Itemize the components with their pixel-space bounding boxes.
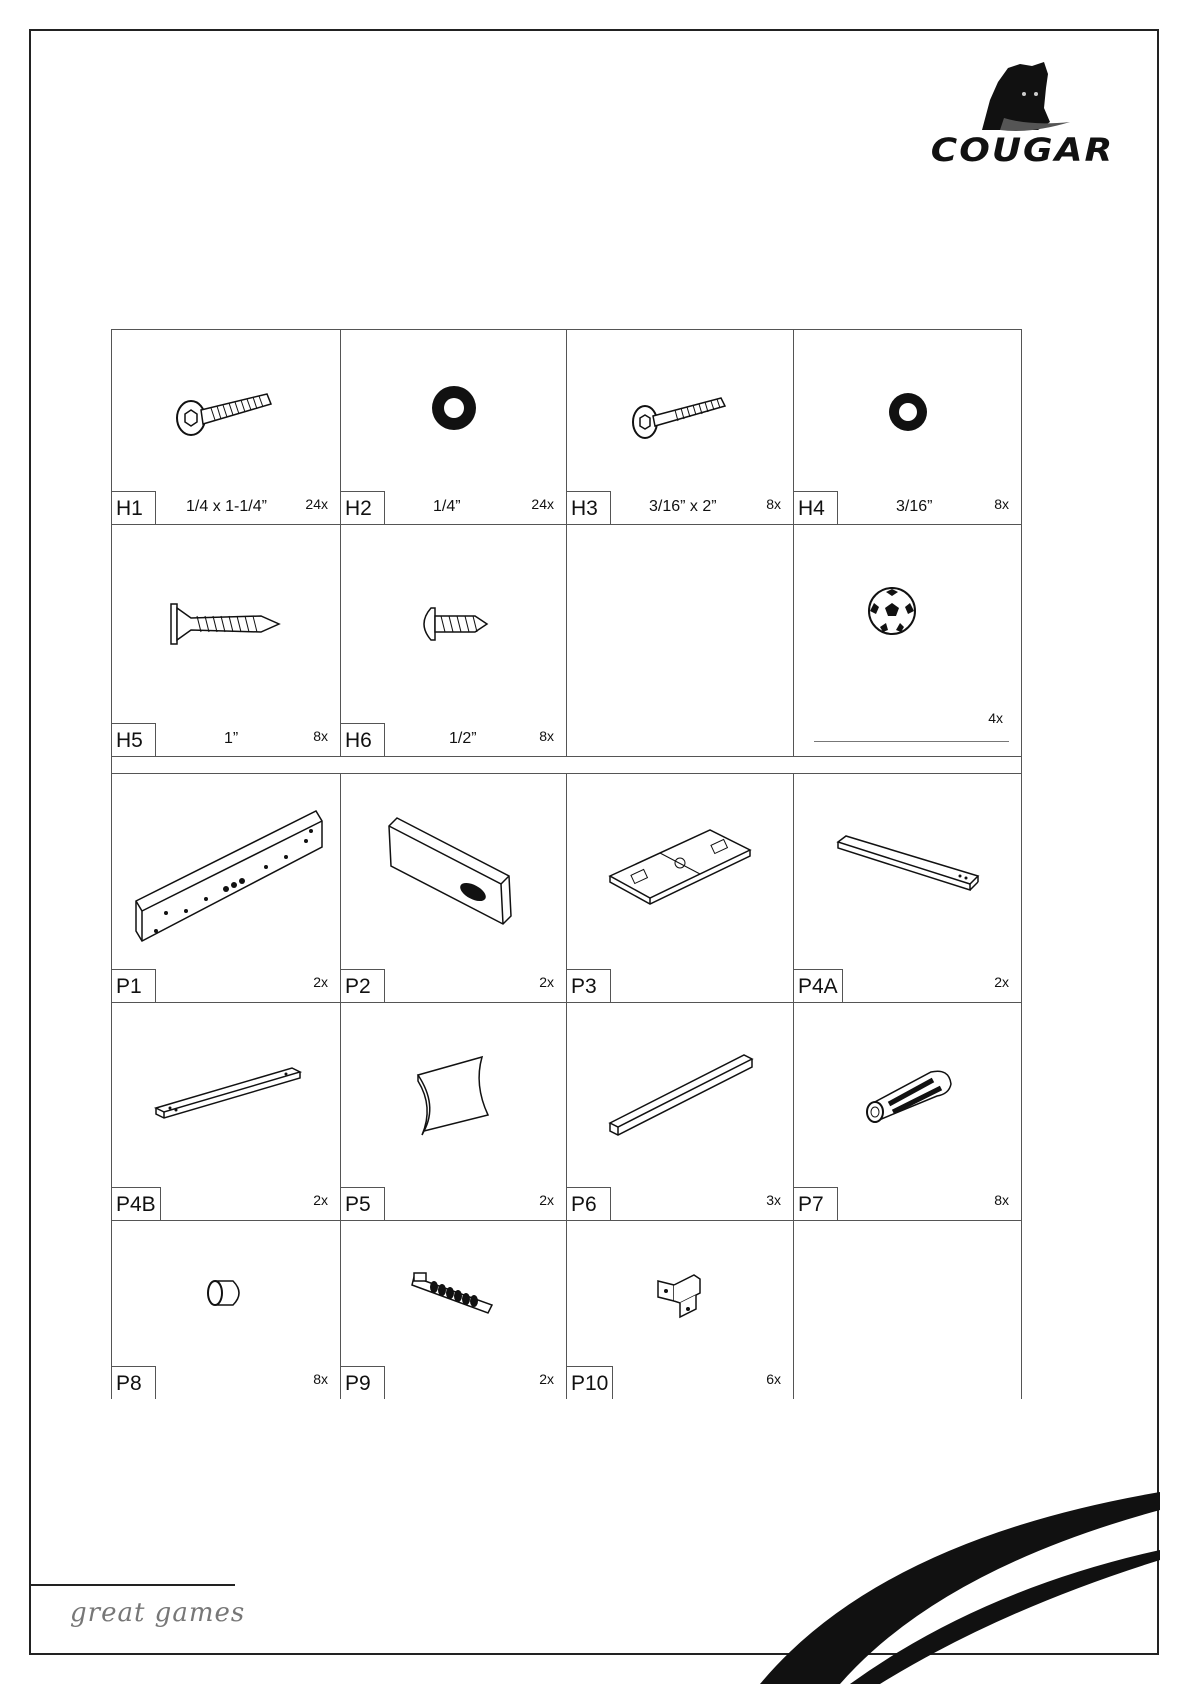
part-qty: 3x bbox=[766, 1192, 781, 1208]
part-code: H5 bbox=[112, 723, 156, 756]
bolt-icon bbox=[171, 380, 281, 440]
part-code: P5 bbox=[341, 1187, 385, 1220]
handle-icon bbox=[853, 1060, 963, 1130]
part-code: P4A bbox=[794, 969, 843, 1002]
curved-panel-icon bbox=[404, 1045, 504, 1145]
part-qty: 6x bbox=[766, 1370, 781, 1387]
part-code: P6 bbox=[567, 1187, 611, 1220]
empty-cell bbox=[794, 1221, 1022, 1399]
part-code: H3 bbox=[567, 491, 611, 524]
footer-divider bbox=[29, 1584, 235, 1586]
swoosh-decoration bbox=[740, 1480, 1191, 1684]
end-panel-icon bbox=[379, 806, 529, 936]
part-qty: 2x bbox=[994, 974, 1009, 990]
divider bbox=[814, 741, 1009, 742]
part-qty: 8x bbox=[994, 1192, 1009, 1208]
board-icon bbox=[146, 1050, 306, 1140]
soccer-ball-icon bbox=[866, 585, 918, 637]
part-cell-p4b bbox=[112, 1003, 341, 1221]
pan-screw-icon bbox=[409, 594, 499, 654]
hardware-cell-h5 bbox=[112, 525, 341, 757]
part-code: P7 bbox=[794, 1187, 838, 1220]
part-qty: 8x bbox=[313, 1370, 328, 1387]
part-code: H1 bbox=[112, 491, 156, 524]
part-code: P9 bbox=[341, 1366, 385, 1399]
hardware-cell-h4 bbox=[794, 330, 1022, 525]
part-code: P8 bbox=[112, 1366, 156, 1399]
part-cell-p10 bbox=[567, 1221, 794, 1399]
part-code: P4B bbox=[112, 1187, 161, 1220]
part-code: H6 bbox=[341, 723, 385, 756]
part-size: 3/16” bbox=[896, 498, 933, 515]
part-code: H2 bbox=[341, 491, 385, 524]
playfield-icon bbox=[600, 816, 760, 926]
part-code: H4 bbox=[794, 491, 838, 524]
wood-screw-icon bbox=[161, 594, 291, 654]
part-code: P3 bbox=[567, 969, 611, 1002]
bumper-icon bbox=[201, 1273, 251, 1313]
bolt-icon bbox=[625, 380, 735, 440]
washer-icon bbox=[878, 380, 938, 440]
part-qty: 2x bbox=[539, 1370, 554, 1387]
part-cell-p8 bbox=[112, 1221, 341, 1399]
part-cell-p3 bbox=[567, 774, 794, 1003]
part-qty: 8x bbox=[766, 496, 781, 512]
part-cell-p2 bbox=[341, 774, 567, 1003]
hardware-cell-h2 bbox=[341, 330, 567, 525]
slat-icon bbox=[600, 1045, 760, 1145]
footer-brand: great games bbox=[70, 1598, 246, 1628]
part-code: P1 bbox=[112, 969, 156, 1002]
part-qty: 8x bbox=[994, 496, 1009, 512]
cougar-logo bbox=[920, 60, 1125, 170]
part-cell-p7 bbox=[794, 1003, 1022, 1221]
logo-wordmark: COUGAR bbox=[930, 132, 1115, 169]
part-qty: 4x bbox=[988, 710, 1003, 726]
part-cell-p6 bbox=[567, 1003, 794, 1221]
part-qty: 24x bbox=[531, 496, 554, 512]
washer-icon bbox=[424, 380, 484, 440]
part-qty: 2x bbox=[313, 1192, 328, 1208]
part-qty: 2x bbox=[313, 974, 328, 990]
part-qty: 2x bbox=[539, 1192, 554, 1208]
part-code: P2 bbox=[341, 969, 385, 1002]
hardware-cell-h1 bbox=[112, 330, 341, 525]
bracket-icon bbox=[650, 1263, 710, 1323]
part-qty: 8x bbox=[539, 728, 554, 744]
cougar-head-icon bbox=[920, 60, 1125, 140]
part-cell-p1 bbox=[112, 774, 341, 1003]
part-size: 1/2” bbox=[449, 730, 477, 747]
part-size: 1/4 x 1-1/4” bbox=[186, 498, 267, 515]
part-qty: 2x bbox=[539, 974, 554, 990]
part-size: 3/16” x 2” bbox=[649, 498, 717, 515]
empty-cell bbox=[567, 525, 794, 757]
hardware-cell-h6 bbox=[341, 525, 567, 757]
side-rail-icon bbox=[126, 791, 326, 951]
score-counter-icon bbox=[404, 1263, 504, 1323]
section-separator bbox=[112, 757, 1022, 774]
part-size: 1” bbox=[224, 730, 239, 747]
board-icon bbox=[828, 826, 988, 916]
part-qty: 24x bbox=[305, 496, 328, 512]
part-cell-p9 bbox=[341, 1221, 567, 1399]
hardware-cell-h3 bbox=[567, 330, 794, 525]
part-size: 1/4” bbox=[433, 498, 461, 515]
part-qty: 8x bbox=[313, 728, 328, 744]
part-cell-p5 bbox=[341, 1003, 567, 1221]
hardware-cell-ball bbox=[794, 525, 1022, 757]
parts-grid bbox=[111, 329, 1021, 1399]
part-cell-p4a bbox=[794, 774, 1022, 1003]
part-code: P10 bbox=[567, 1366, 613, 1399]
